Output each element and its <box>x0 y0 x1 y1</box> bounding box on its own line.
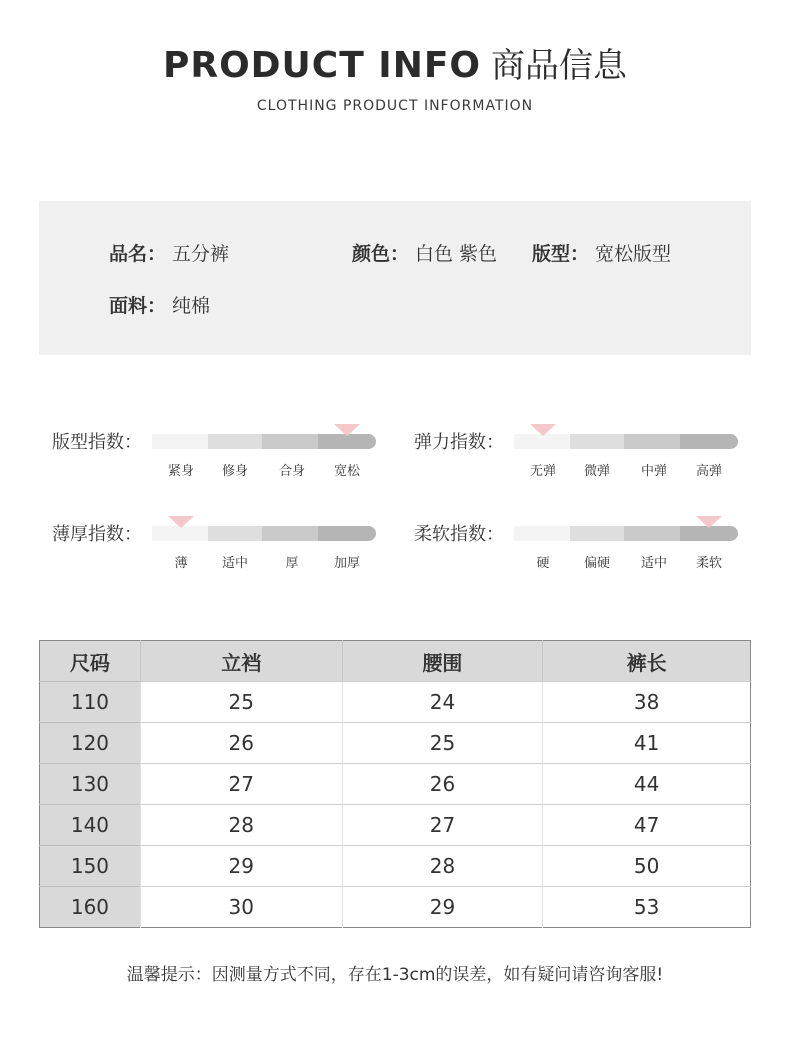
scale-label: 柔软指数： <box>414 524 504 545</box>
table-header-row <box>40 641 751 682</box>
info-value: 白色 紫色 <box>415 243 498 265</box>
scale-tick: 微弹 <box>583 464 610 479</box>
table-cell: 28 <box>342 846 543 887</box>
measurement-notice: 温馨提示：因测量方式不同，存在1-3cm的误差，如有疑问请咨询客服! <box>126 965 664 985</box>
table-row <box>40 805 751 846</box>
scale-tick: 适中 <box>640 556 667 571</box>
page-subtitle: CLOTHING PRODUCT INFORMATION <box>256 98 534 114</box>
title-chinese: 商品信息 <box>491 46 628 86</box>
table-cell: 26 <box>140 723 342 764</box>
table-cell: 28 <box>140 805 342 846</box>
info-key: 品名： <box>109 243 167 265</box>
scale-bar <box>514 526 738 541</box>
scale-marker-icon <box>334 424 360 436</box>
table-row <box>40 723 751 764</box>
scale-tick: 适中 <box>221 556 248 571</box>
scale-bar <box>152 434 376 449</box>
table-cell: 30 <box>140 887 342 928</box>
scale-bar <box>514 434 738 449</box>
size-cell: 120 <box>40 723 141 764</box>
scale-marker-icon <box>696 516 722 528</box>
scale-tick: 中弹 <box>640 464 667 479</box>
table-row <box>40 764 751 805</box>
scale-bar <box>152 526 376 541</box>
table-cell: 41 <box>543 723 751 764</box>
scale-tick: 厚 <box>285 556 299 571</box>
scale-label: 薄厚指数： <box>52 524 142 545</box>
table-cell: 24 <box>342 682 543 723</box>
size-cell: 110 <box>40 682 141 723</box>
table-cell: 27 <box>140 764 342 805</box>
scale-tick: 硬 <box>536 556 550 571</box>
info-key: 版型： <box>532 243 590 265</box>
info-color <box>352 239 497 266</box>
column-header-waist: 腰围 <box>342 641 543 682</box>
scale-tick: 加厚 <box>333 556 360 571</box>
scale-label: 版型指数： <box>52 432 142 453</box>
scale-thickness-index <box>52 512 402 582</box>
table-cell: 47 <box>543 805 751 846</box>
scale-tick: 柔软 <box>695 556 722 571</box>
page-title <box>0 38 790 87</box>
table-cell: 25 <box>342 723 543 764</box>
title-english: PRODUCT INFO <box>162 45 482 86</box>
table-cell: 44 <box>543 764 751 805</box>
scale-tick: 紧身 <box>167 464 194 479</box>
table-cell: 53 <box>543 887 751 928</box>
scale-tick: 修身 <box>221 464 248 479</box>
column-header-length: 裤长 <box>543 641 751 682</box>
info-key: 面料： <box>109 295 167 317</box>
table-cell: 29 <box>342 887 543 928</box>
size-table <box>39 640 751 928</box>
table-cell: 26 <box>342 764 543 805</box>
table-row <box>40 846 751 887</box>
table-cell: 27 <box>342 805 543 846</box>
scale-fit-index <box>52 420 402 490</box>
info-product-name <box>109 239 229 266</box>
info-key: 颜色： <box>352 243 410 265</box>
table-row <box>40 682 751 723</box>
size-cell: 130 <box>40 764 141 805</box>
scale-marker-icon <box>168 516 194 528</box>
scale-softness-index <box>414 512 764 582</box>
table-cell: 38 <box>543 682 751 723</box>
info-value: 五分裤 <box>172 243 230 265</box>
info-value: 宽松版型 <box>595 243 672 265</box>
column-header-rise: 立裆 <box>140 641 342 682</box>
info-fabric <box>109 291 210 318</box>
scale-tick: 合身 <box>278 464 305 479</box>
size-cell: 140 <box>40 805 141 846</box>
scale-tick: 偏硬 <box>583 556 610 571</box>
scale-marker-icon <box>530 424 556 436</box>
info-value: 纯棉 <box>172 295 211 317</box>
scale-tick: 高弹 <box>695 464 722 479</box>
scale-label: 弹力指数： <box>414 432 504 453</box>
table-cell: 29 <box>140 846 342 887</box>
scale-tick: 薄 <box>174 556 188 571</box>
scale-tick: 无弹 <box>529 464 556 479</box>
scale-tick: 宽松 <box>333 464 360 479</box>
info-fit <box>532 239 671 266</box>
product-info-panel <box>39 201 751 355</box>
table-cell: 25 <box>140 682 342 723</box>
column-header-size: 尺码 <box>40 641 141 682</box>
scale-elasticity-index <box>414 420 764 490</box>
table-cell: 50 <box>543 846 751 887</box>
size-cell: 150 <box>40 846 141 887</box>
size-cell: 160 <box>40 887 141 928</box>
table-row <box>40 887 751 928</box>
